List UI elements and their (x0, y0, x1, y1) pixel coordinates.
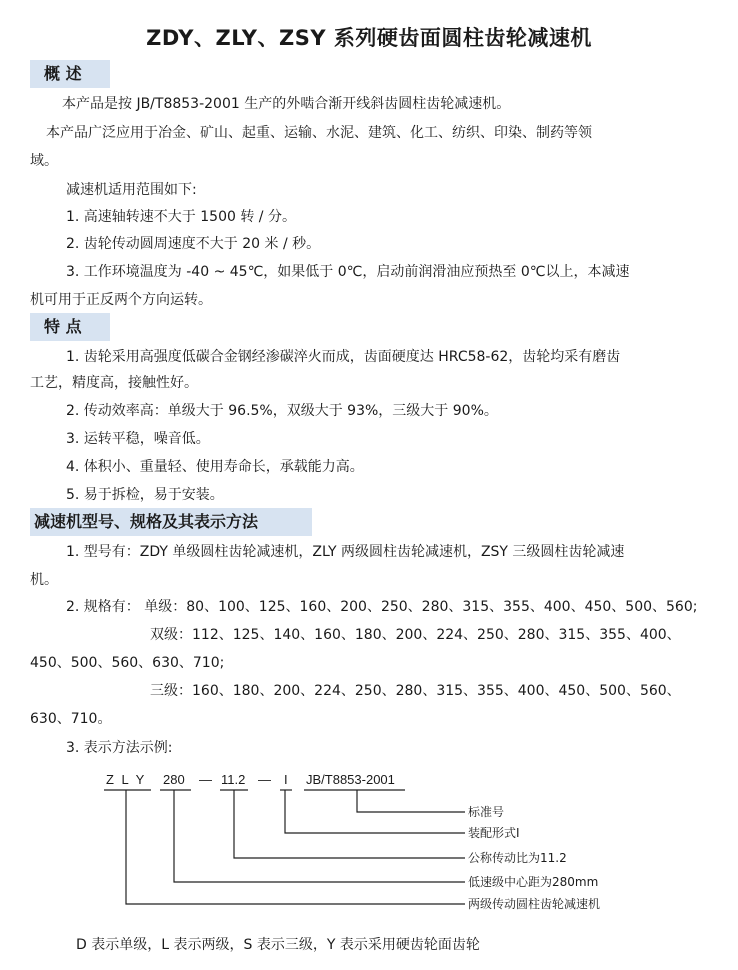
features-line: 3. 运转平稳，噪音低。 (66, 431, 210, 447)
code-standard: JB/T8853-2001 (306, 772, 395, 787)
overview-line: 1. 高速轴转速不大于 1500 转 / 分。 (66, 209, 296, 225)
legend-type: 两级传动圆柱齿轮减速机 (468, 897, 601, 911)
models-line: 450、500、560、630、710; (30, 655, 225, 671)
code-dash: — (258, 772, 271, 787)
page-title: ZDY、ZLY、ZSY 系列硬齿面圆柱齿轮减速机 (146, 26, 592, 50)
overview-line: 减速机适用范围如下: (66, 182, 197, 198)
features-line: 工艺，精度高，接触性好。 (30, 375, 198, 391)
legend-standard: 标准号 (468, 805, 505, 819)
overview-line: 本产品是按 JB/T8853-2001 生产的外啮合渐开线斜齿圆柱齿轮减速机。 (62, 96, 511, 112)
overview-line: 3. 工作环境温度为 -40 ~ 45℃，如果低于 0℃，启动前润滑油应预热至 0℃以上，本减速 (66, 264, 630, 280)
section-heading-models: 减速机型号、规格及其表示方法 (30, 508, 312, 536)
features-line: 4. 体积小、重量轻、使用寿命长，承载能力高。 (66, 459, 364, 475)
overview-line: 本产品广泛应用于冶金、矿山、起重、运输、水泥、建筑、化工、纺织、印染、制药等领 (46, 125, 592, 141)
models-line: 三级：160、180、200、224、250、280、315、355、400、450、500、560、 (150, 683, 681, 699)
footnote: D 表示单级，L 表示两级，S 表示三级，Y 表示采用硬齿轮面齿轮 (76, 937, 480, 953)
section-heading-overview: 概 述 (30, 60, 110, 88)
legend-center-distance: 低速级中心距为280mm (468, 875, 599, 889)
code-ratio: 11.2 (221, 772, 246, 787)
code-type: Z L Y (106, 772, 147, 787)
models-line: 2. 规格有： 单级：80、100、125、160、200、250、280、315、355、400、450、500、560; (66, 599, 698, 615)
overview-line: 机可用于正反两个方向运转。 (30, 292, 212, 308)
features-line: 1. 齿轮采用高强度低碳合金钢经渗碳淬火而成，齿面硬度达 HRC58-62，齿轮均采有磨齿 (66, 349, 621, 365)
models-line: 3. 表示方法示例: (66, 740, 173, 756)
legend-ratio: 公称传动比为11.2 (468, 851, 567, 865)
models-line: 双级：112、125、140、160、180、200、224、250、280、315、355、400、 (150, 627, 681, 643)
features-line: 2. 传动效率高：单级大于 96.5%，双级大于 93%，三级大于 90%。 (66, 403, 498, 419)
code-assembly: I (284, 772, 288, 787)
overview-line: 域。 (30, 153, 58, 169)
code-dash: — (199, 772, 212, 787)
legend-assembly: 装配形式I (468, 826, 520, 840)
section-heading-features: 特 点 (30, 313, 110, 341)
models-line: 630、710。 (30, 711, 112, 727)
models-line: 1. 型号有：ZDY 单级圆柱齿轮减速机，ZLY 两级圆柱齿轮减速机，ZSY 三级圆柱齿轮减速 (66, 544, 625, 560)
features-line: 5. 易于拆检，易于安装。 (66, 487, 224, 503)
code-center-distance: 280 (163, 772, 185, 787)
models-line: 机。 (30, 572, 58, 588)
overview-line: 2. 齿轮传动圆周速度不大于 20 米 / 秒。 (66, 236, 321, 252)
